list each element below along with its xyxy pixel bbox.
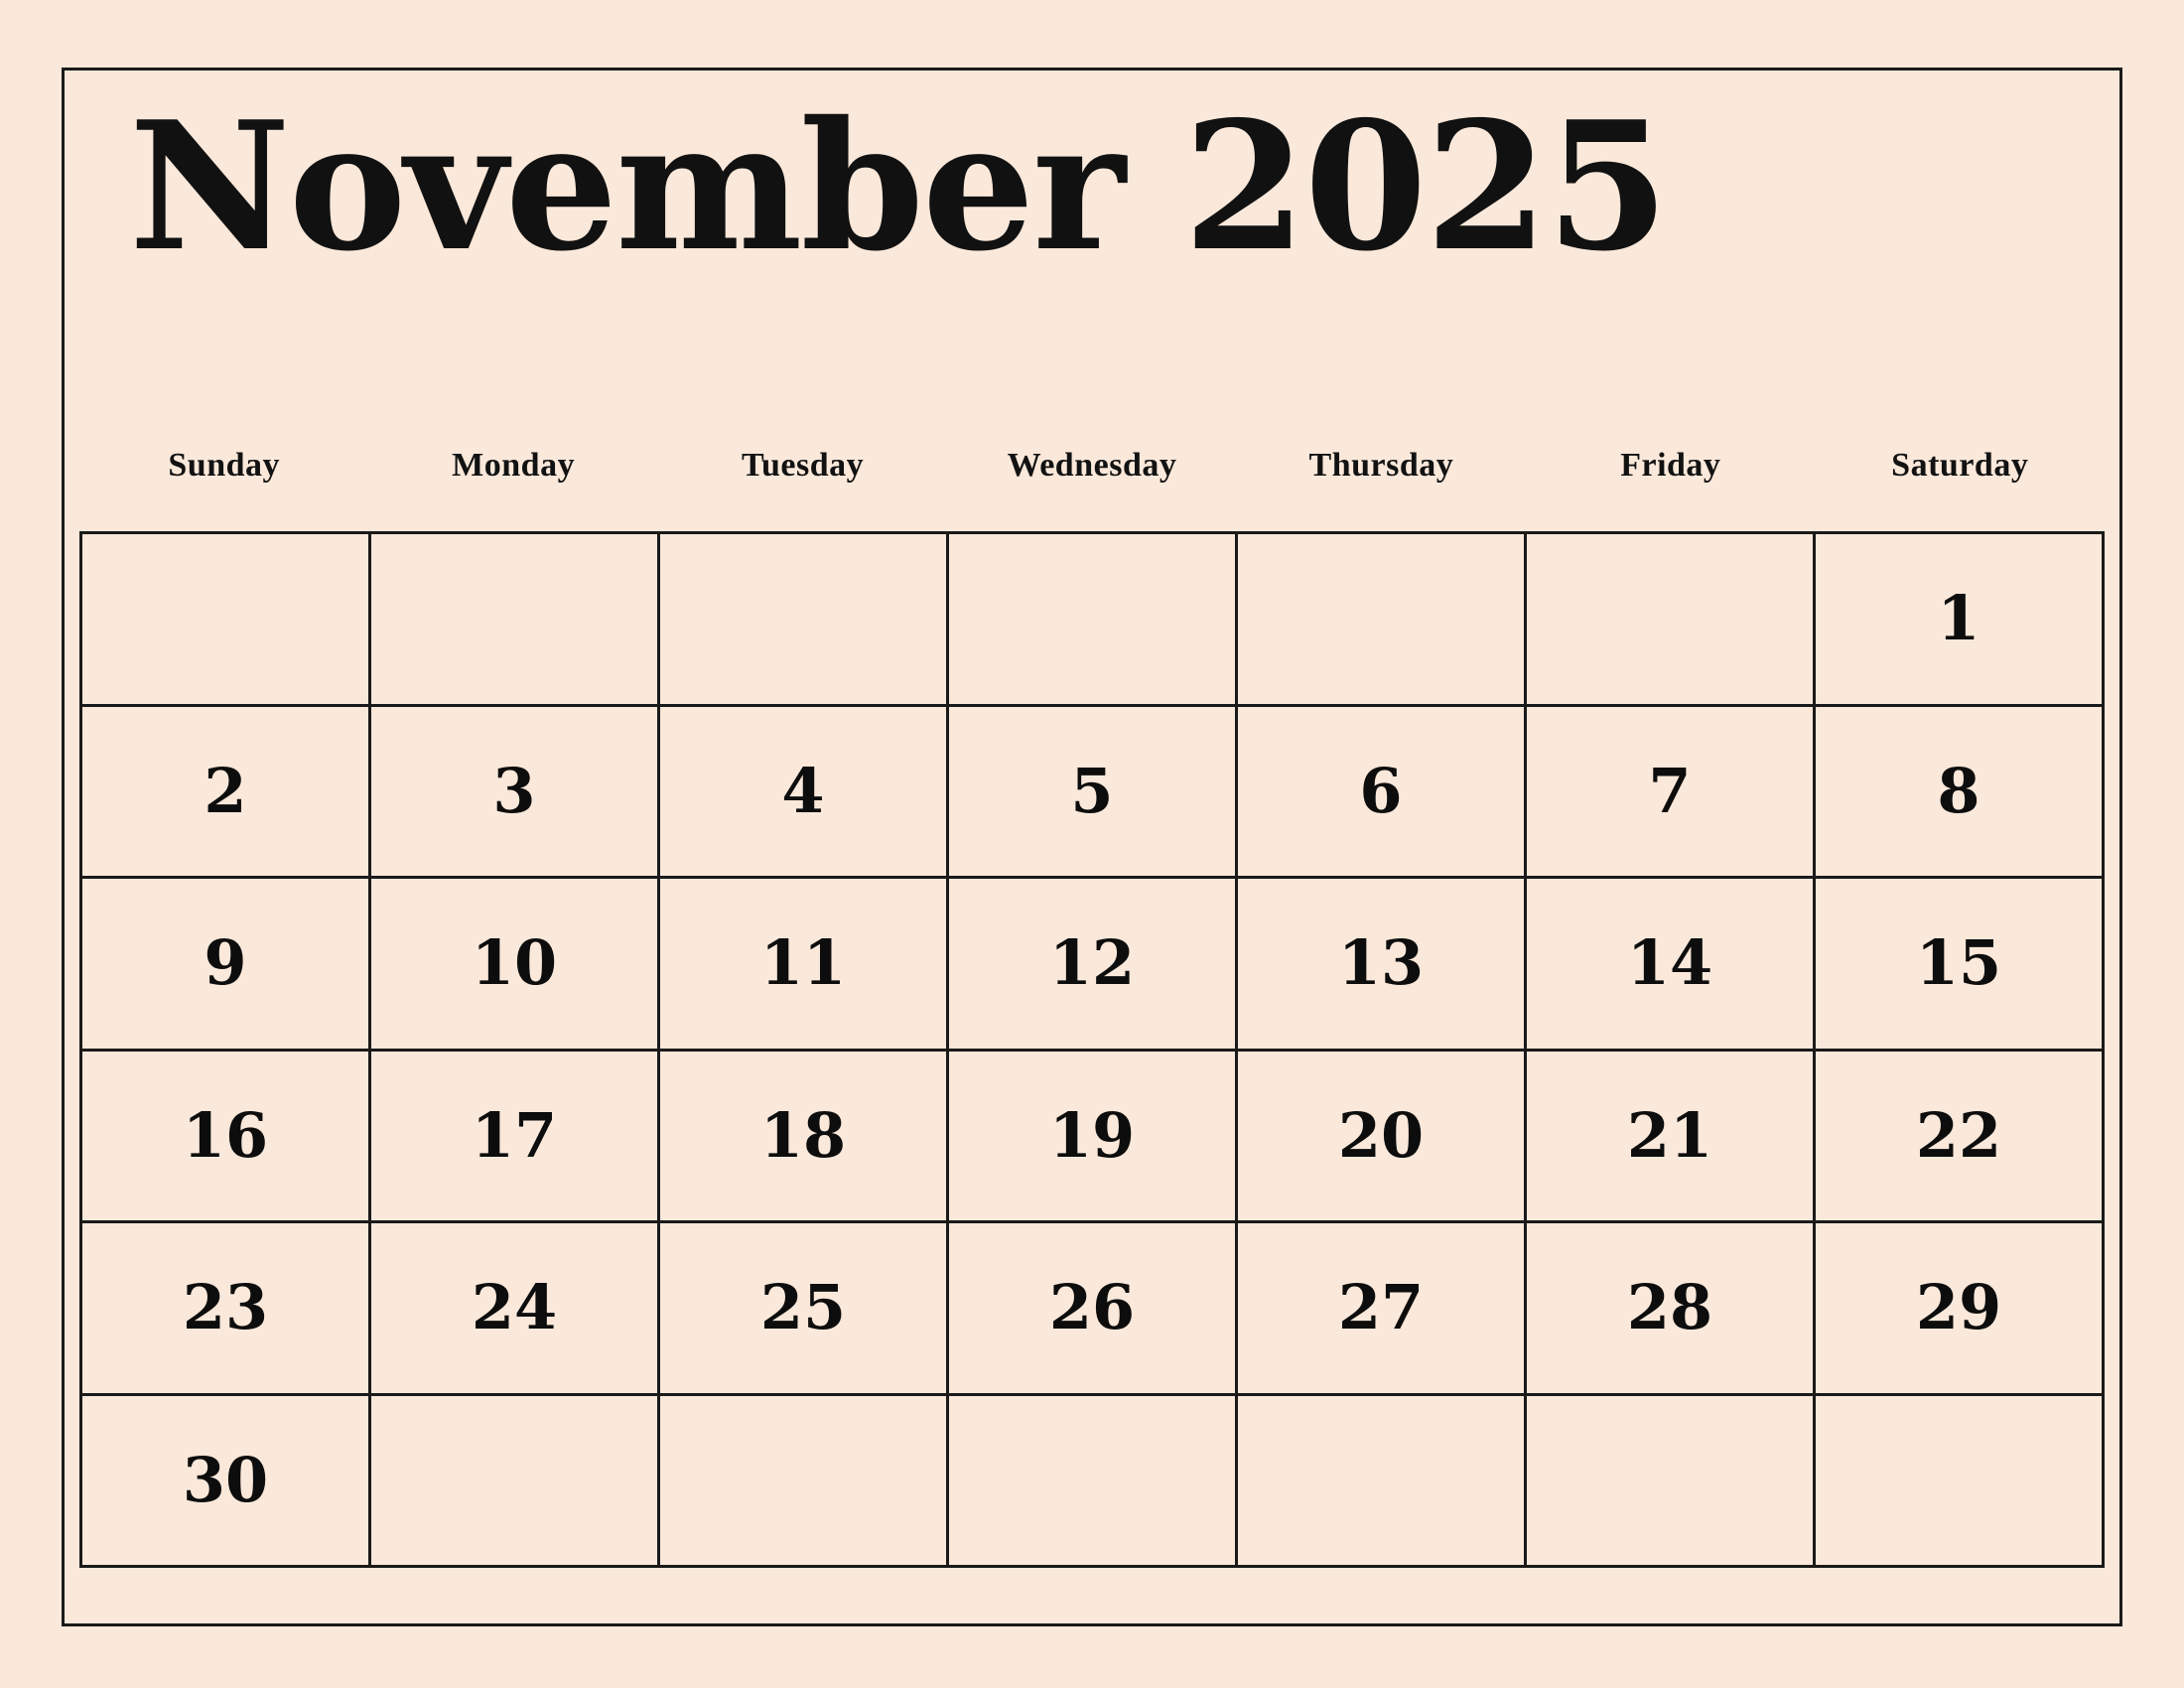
weekday-friday: Friday [1620,447,1721,484]
day-cell[interactable] [82,1052,371,1224]
day-cell[interactable] [1527,534,1816,707]
day-number: 30 [182,1443,269,1516]
weekday-tuesday: Tuesday [741,447,865,484]
day-cell[interactable] [949,707,1238,880]
day-cell[interactable] [82,1223,371,1396]
day-cell[interactable] [371,707,660,880]
day-number: 23 [182,1271,269,1344]
day-cell[interactable] [1238,1052,1527,1224]
day-cell[interactable] [82,1396,371,1569]
day-cell[interactable] [1238,1223,1527,1396]
day-cell[interactable] [1238,707,1527,880]
day-cell[interactable] [1238,879,1527,1052]
day-cell[interactable] [1527,1223,1816,1396]
day-number: 18 [759,1098,847,1172]
day-cell[interactable] [82,534,371,707]
day-number: 12 [1048,926,1136,1000]
day-number: 20 [1337,1098,1425,1172]
day-number: 10 [471,926,558,1000]
day-cell[interactable] [949,1396,1238,1569]
day-number: 24 [471,1271,558,1344]
weekday-header-row [79,447,2105,485]
day-number: 14 [1626,926,1713,1000]
day-number: 6 [1359,754,1403,827]
day-cell[interactable] [660,1223,949,1396]
day-cell[interactable] [371,879,660,1052]
day-cell[interactable] [949,534,1238,707]
weekday-thursday: Thursday [1308,447,1454,484]
day-number: 27 [1337,1271,1425,1344]
page-title: November 2025 [129,82,1668,290]
day-cell[interactable] [1816,534,2105,707]
day-number: 4 [781,754,825,827]
day-number: 9 [204,926,247,1000]
day-number: 26 [1048,1271,1136,1344]
day-cell[interactable] [660,707,949,880]
day-number: 17 [471,1098,558,1172]
day-number: 22 [1915,1098,2002,1172]
day-number: 5 [1070,754,1114,827]
day-number: 8 [1937,754,1980,827]
day-cell[interactable] [371,1223,660,1396]
calendar-grid [79,531,2105,1568]
day-number: 29 [1915,1271,2002,1344]
day-cell[interactable] [82,707,371,880]
day-cell[interactable] [1527,879,1816,1052]
day-cell[interactable] [660,534,949,707]
day-cell[interactable] [371,534,660,707]
weekday-monday: Monday [452,447,576,484]
day-cell[interactable] [371,1052,660,1224]
day-cell[interactable] [1527,707,1816,880]
day-cell[interactable] [82,879,371,1052]
day-number: 25 [759,1271,847,1344]
day-cell[interactable] [1816,1396,2105,1569]
day-cell[interactable] [660,1052,949,1224]
day-cell[interactable] [371,1396,660,1569]
day-cell[interactable] [1527,1396,1816,1569]
day-number: 3 [492,754,536,827]
day-number: 13 [1337,926,1425,1000]
day-number: 21 [1626,1098,1713,1172]
weekday-saturday: Saturday [1891,447,2029,484]
day-cell[interactable] [1816,879,2105,1052]
day-number: 15 [1915,926,2002,1000]
day-number: 7 [1648,754,1692,827]
weekday-sunday: Sunday [168,447,281,484]
day-number: 2 [204,754,247,827]
day-number: 19 [1048,1098,1136,1172]
day-number: 1 [1937,582,1980,655]
day-cell[interactable] [949,1223,1238,1396]
day-cell[interactable] [949,879,1238,1052]
day-number: 11 [759,926,847,1000]
day-cell[interactable] [660,879,949,1052]
day-cell[interactable] [660,1396,949,1569]
day-cell[interactable] [1816,707,2105,880]
day-cell[interactable] [949,1052,1238,1224]
day-cell[interactable] [1816,1223,2105,1396]
day-cell[interactable] [1238,534,1527,707]
day-number: 28 [1626,1271,1713,1344]
day-cell[interactable] [1816,1052,2105,1224]
weekday-wednesday: Wednesday [1007,447,1177,484]
day-cell[interactable] [1527,1052,1816,1224]
day-cell[interactable] [1238,1396,1527,1569]
day-number: 16 [182,1098,269,1172]
